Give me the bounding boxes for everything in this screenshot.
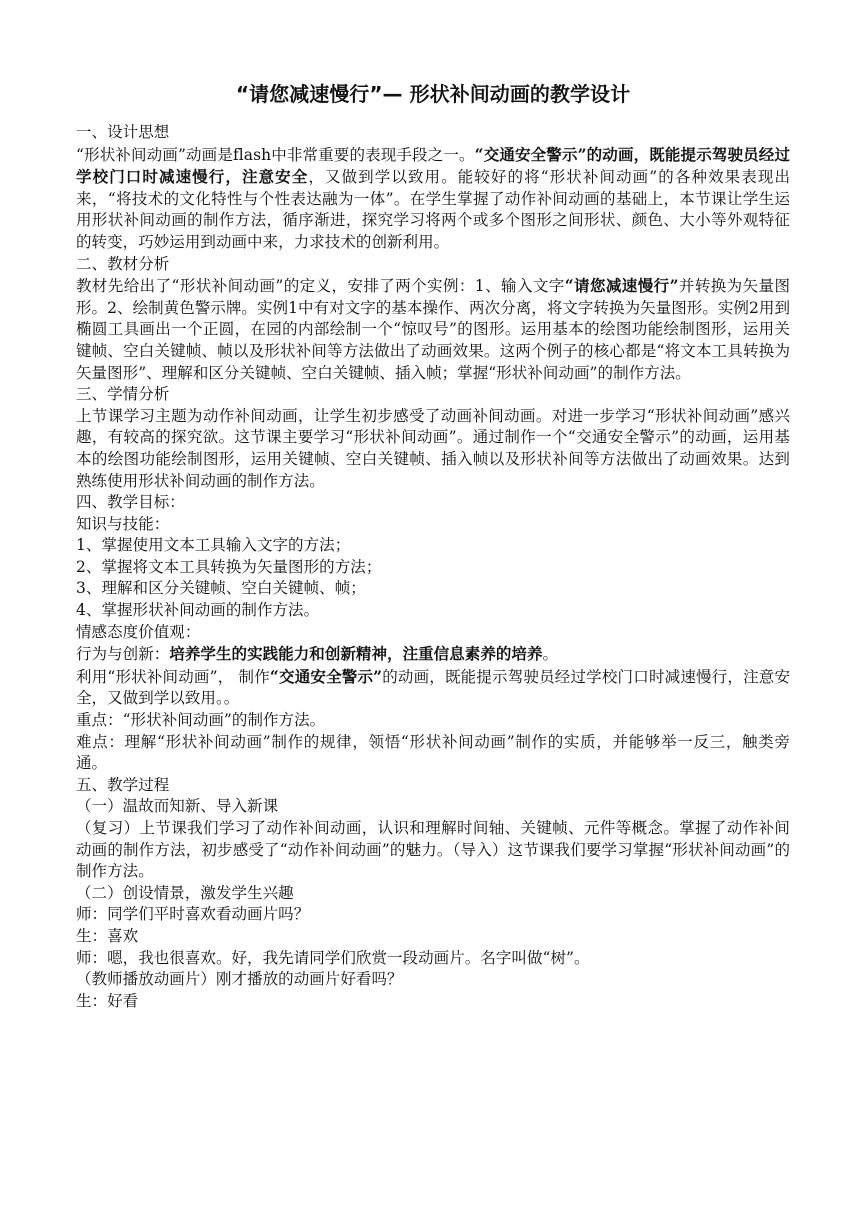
dialog-line: 师：同学们平时喜欢看动画片吗？	[76, 905, 310, 924]
subheading-scenario: （二）创设情景，激发学生兴趣	[76, 883, 294, 902]
section-heading-students: 三、学情分析	[76, 385, 170, 404]
goal-item: 4、掌握形状补间动画的制作方法。	[76, 601, 320, 620]
knowledge-label: 知识与技能：	[76, 514, 170, 533]
use-text-a: 利用“形状补间动画”， 制作	[76, 667, 270, 686]
section-heading-process: 五、教学过程	[76, 775, 170, 794]
goal-item: 1、掌握使用文本工具输入文字的方法；	[76, 536, 351, 555]
dialog-line: 师：嗯，我也很喜欢。好，我先请同学们欣赏一段动画片。名字叫做“树”。	[76, 948, 590, 967]
section-heading-design: 一、设计思想	[76, 123, 170, 141]
section-heading-goals: 四、教学目标：	[76, 493, 185, 512]
dialog-line: （教师播放动画片）刚才播放的动画片好看吗？	[76, 970, 403, 989]
subheading-review: （一）温故而知新、导入新课	[76, 797, 279, 816]
review-paragraph: （复习）上节课我们学习了动作补间动画，认识和理解时间轴、关键帧、元件等概念。掌握了动作补间动画的制作方法，初步感受了“动作补间动画”的魅力。（导入）这节课我们要学习掌握“形状补间动画”的制作方法。	[76, 819, 790, 881]
goal-item: 3、理解和区分关键帧、空白关键帧、帧；	[76, 579, 366, 598]
design-paragraph	[76, 144, 790, 254]
key-point: 重点：“形状补间动画”的制作方法。	[76, 711, 326, 730]
innovation-line	[76, 643, 790, 666]
materials-text-intro: 教材先给出了“形状补间动画”的定义，安排了两个实例：1、输入文字	[76, 277, 565, 296]
materials-text-rest: 并转换为矢量图形。2、绘制黄色警示牌。实例1中有对文字的基本操作、两次分离，将文字转换为矢量图形。实例2用到椭圆工具画出一个正圆，在园的内部绘制一个“惊叹号”的图形。运用基本的绘图功能绘制图形，运用关键帧、空白关键帧、帧以及形状补间等方法做出了动画效果。这两个例子的核心都是“将文本工具转换为矢量图形”、理解和区分关键帧、空白关键帧、插入帧；掌握“形状补间动画”的制作方法。	[76, 277, 790, 382]
use-text-b: 的动画，既能提示驾驶员经过学校门口时减速慢行，注意安全，又做到学以致用。。	[76, 667, 790, 708]
section-heading-materials: 二、教材分析	[76, 254, 170, 273]
use-paragraph	[76, 666, 790, 710]
difficulty-point: 难点：理解“形状补间动画”制作的规律，领悟“形状补间动画”制作的实质，并能够举一反三，触类旁通。	[76, 732, 790, 773]
students-paragraph: 上节课学习主题为动作补间动画，让学生初步感受了动画补间动画。对进一步学习“形状补间动画”感兴趣，有较高的探究欲。这节课主要学习“形状补间动画”。通过制作一个“交通安全警示”的动画，运用基本的绘图功能绘制图形，运用关键帧、空白关键帧、插入帧以及形状补间等方法做出了动画效果。达到熟练使用形状补间动画的制作方法。	[76, 406, 790, 490]
materials-paragraph	[76, 275, 790, 384]
design-text-rest: ，又做到学以致用。能较好的将“形状补间动画”的各种效果表现出来，“将技术的文化特性与个性表达融为一体”。在学生掌握了动作补间动画的基础上，本节课让学生运用形状补间动画的制作方法，循序渐进，探究学习将两个或多个图形之间形状、颜色、大小等外观特征的转变，巧妙运用到动画中来，力求技术的创新利用。	[76, 168, 791, 251]
document-page	[76, 80, 790, 1012]
dialog-line: 生：喜欢	[76, 926, 139, 945]
design-text-bold: “交通安全警示”的动画，既能提示驾驶员经过学校门口时减速慢行，注意安全	[76, 144, 790, 187]
document-title: “请您减速慢行”— 形状补间动画的教学设计	[235, 82, 631, 106]
design-text-intro: “形状补间动画”动画是flash中非常重要的表现手段之一。	[76, 145, 475, 164]
attitude-label: 情感态度价值观：	[76, 622, 201, 641]
innovation-bold: 培养学生的实践能力和创新精神，注重信息素养的培养	[169, 644, 543, 664]
innovation-end: 。	[542, 645, 559, 664]
dialog-line: 生：好看	[76, 991, 139, 1010]
use-text-bold: “交通安全警示”	[269, 666, 383, 686]
materials-text-bold: “请您减速慢行”	[564, 276, 679, 296]
goal-item: 2、掌握将文本工具转换为矢量图形的方法；	[76, 557, 382, 576]
innovation-label: 行为与创新：	[76, 645, 170, 664]
